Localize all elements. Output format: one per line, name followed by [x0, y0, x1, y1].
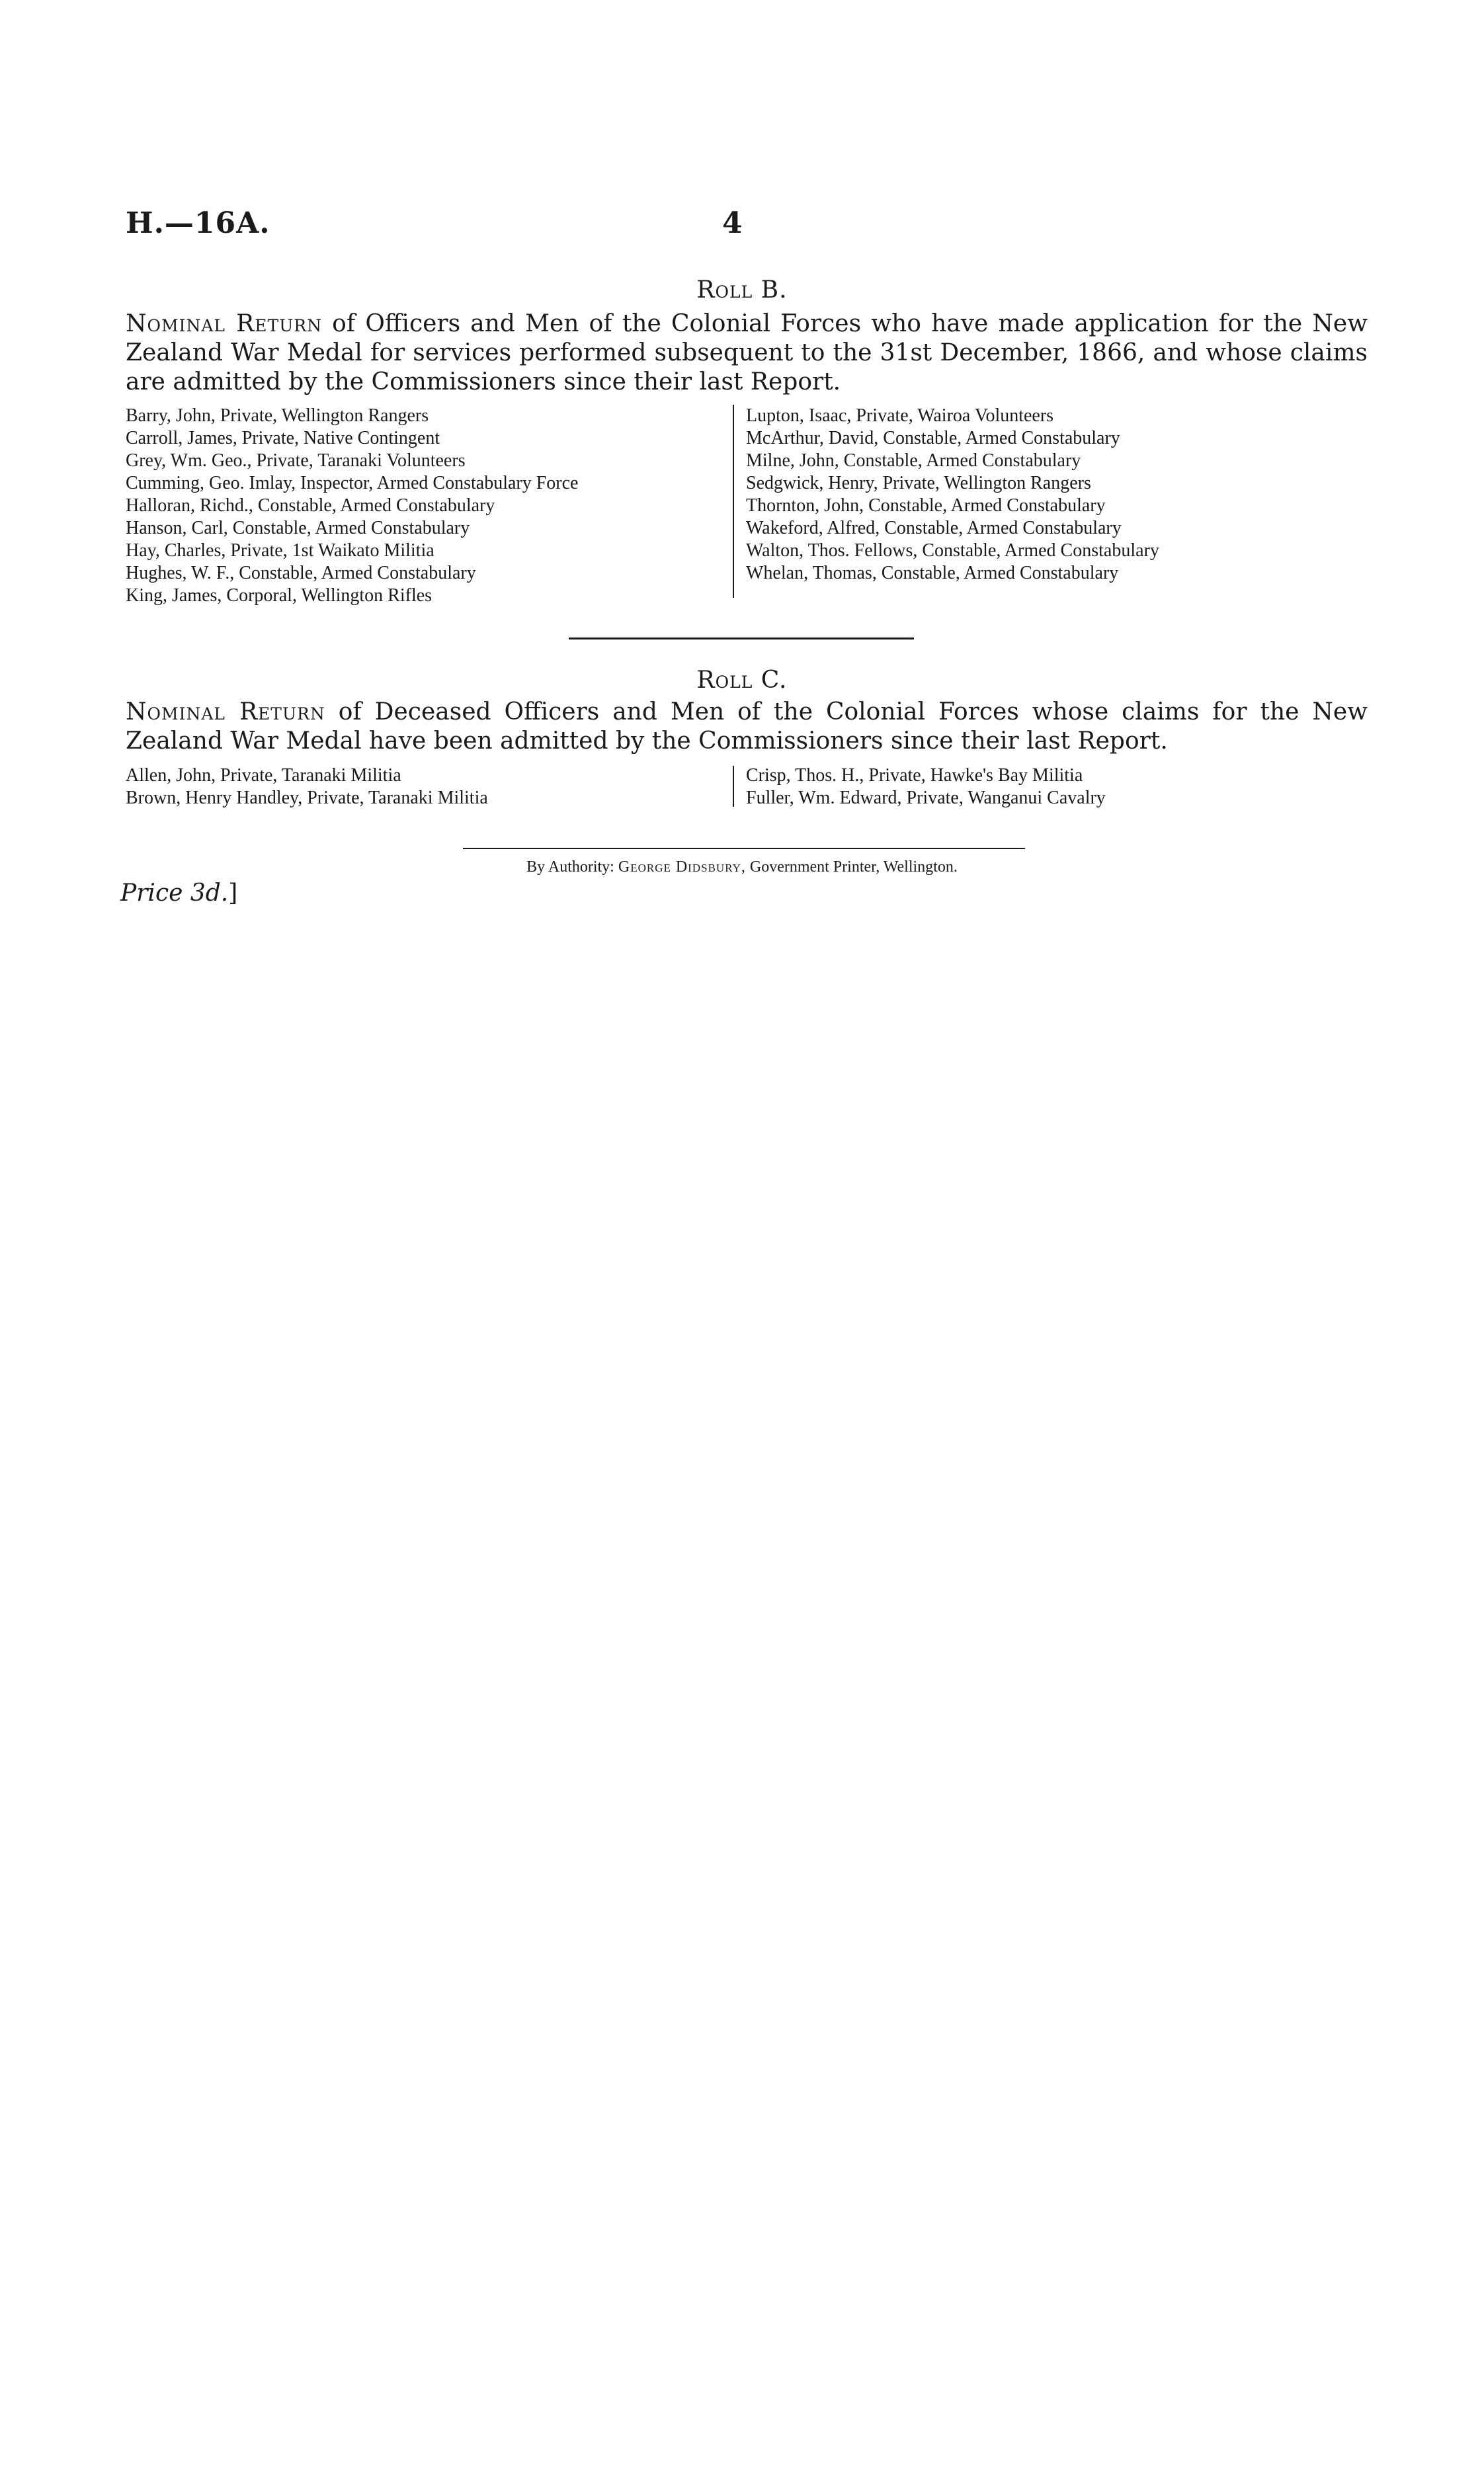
document-reference: H.—16A. [126, 206, 270, 240]
roll-c-left-column [126, 764, 721, 809]
page-number: 4 [722, 206, 743, 240]
roll-c-intro [126, 698, 1368, 756]
list-item: Whelan, Thomas, Constable, Armed Constabulary [746, 563, 1119, 583]
price-bracket: ] [228, 880, 238, 907]
printer-authority [0, 858, 1484, 876]
list-item: Lupton, Isaac, Private, Wairoa Volunteers [746, 405, 1054, 426]
price-note [120, 880, 237, 907]
list-item: McArthur, David, Constable, Armed Constabulary [746, 428, 1120, 448]
roll-b-intro [126, 309, 1368, 397]
roll-c-heading: Roll C. [696, 667, 788, 694]
roll-b-heading: Roll B. [696, 276, 788, 304]
roll-b-right-column [746, 405, 1368, 585]
section-divider [569, 638, 914, 639]
list-item: King, James, Corporal, Wellington Rifles [126, 585, 433, 606]
footer-divider [463, 848, 1025, 849]
list-item: Carroll, James, Private, Native Contingent [126, 428, 440, 448]
list-item: Crisp, Thos. H., Private, Hawke's Bay Militia [746, 765, 1083, 786]
list-item: Hanson, Carl, Constable, Armed Constabulary [126, 518, 470, 538]
list-item: Thornton, John, Constable, Armed Constabulary [746, 495, 1106, 516]
printer-name: George Didsbury, [618, 858, 746, 876]
column-divider [733, 405, 734, 598]
list-item: Cumming, Geo. Imlay, Inspector, Armed Constabulary Force [126, 473, 579, 493]
roll-c-right-column [746, 764, 1368, 809]
list-item: Barry, John, Private, Wellington Rangers [126, 405, 429, 426]
list-item: Allen, John, Private, Taranaki Militia [126, 765, 401, 786]
list-item: Halloran, Richd., Constable, Armed Constabulary [126, 495, 495, 516]
list-item: Fuller, Wm. Edward, Private, Wanganui Cavalry [746, 788, 1106, 808]
roll-b-intro-text: of Officers and Men of the Colonial Forces who have made application for the New Zealand War Medal for services performed subsequent to the 31st December, 1866, and whose claims are admitted by the Commissioners since their last Report. [126, 310, 1368, 395]
list-item: Grey, Wm. Geo., Private, Taranaki Volunteers [126, 450, 466, 471]
roll-b-left-column [126, 405, 721, 607]
roll-c-intro-text: of Deceased Officers and Men of the Colonial Forces whose claims for the New Zealand War Medal have been admitted by the Commissioners since their last Report. [126, 698, 1368, 755]
list-item: Wakeford, Alfred, Constable, Armed Constabulary [746, 518, 1122, 538]
list-item: Milne, John, Constable, Armed Constabulary [746, 450, 1081, 471]
list-item: Hughes, W. F., Constable, Armed Constabulary [126, 563, 476, 583]
list-item: Walton, Thos. Fellows, Constable, Armed Constabulary [746, 540, 1159, 561]
list-item: Brown, Henry Handley, Private, Taranaki Militia [126, 788, 488, 808]
list-item: Sedgwick, Henry, Private, Wellington Rangers [746, 473, 1091, 493]
column-divider [733, 766, 734, 807]
authority-prefix: By Authority: [526, 858, 614, 876]
authority-suffix: Government Printer, Wellington. [749, 858, 958, 876]
roll-c-intro-lead: Nominal Return [126, 698, 325, 725]
roll-b-intro-lead: Nominal Return [126, 310, 322, 337]
price-text: Price 3d. [120, 880, 229, 907]
list-item: Hay, Charles, Private, 1st Waikato Militia [126, 540, 434, 561]
